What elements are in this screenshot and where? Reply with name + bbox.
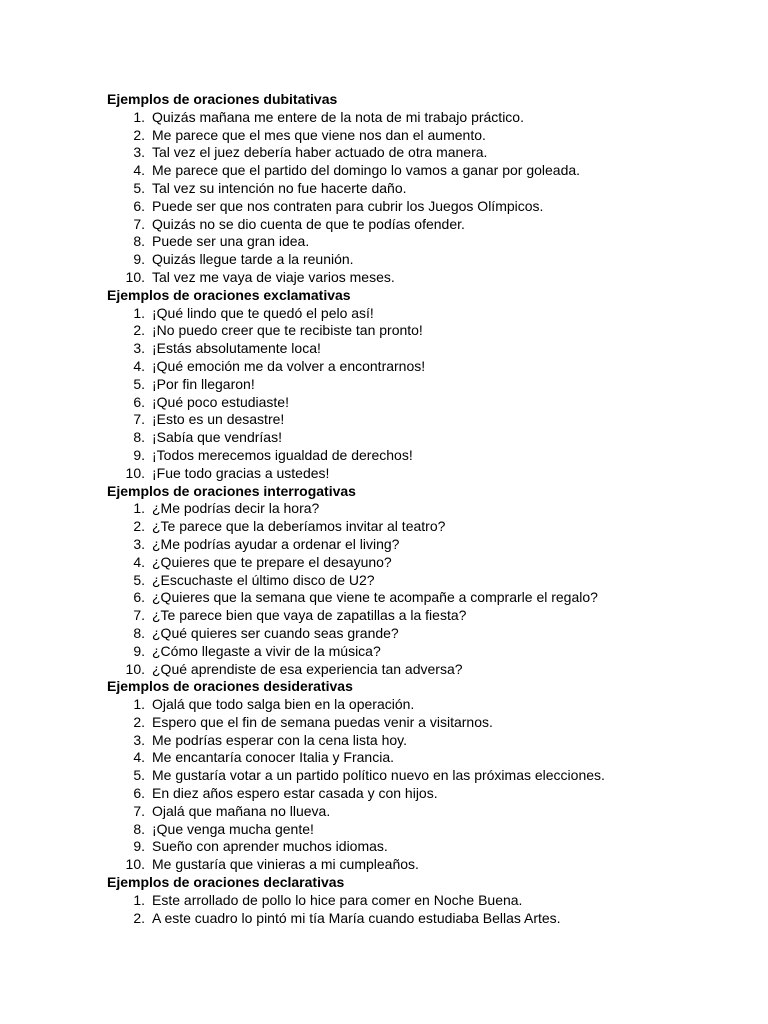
list-item xyxy=(107,198,747,216)
list-item-number: 5. xyxy=(133,571,145,588)
list-item xyxy=(107,144,747,162)
list-item-text: Me parece que el partido del domingo lo vamos a ganar por goleada. xyxy=(152,162,581,179)
list-item-text: Tal vez me vaya de viaje varios meses. xyxy=(152,268,395,285)
list-item-number: 6. xyxy=(133,589,145,606)
list-item-number: 2. xyxy=(133,518,145,535)
list-item-text: Me parece que el mes que viene nos dan el aumento. xyxy=(152,126,486,143)
list-item-text: ¿Me podrías decir la hora? xyxy=(152,500,320,517)
list-item-number: 9. xyxy=(133,446,145,463)
list-item xyxy=(107,340,747,358)
list-item-number: 4. xyxy=(133,749,145,766)
list-item xyxy=(107,305,747,323)
section-heading: Ejemplos de oraciones desiderativas xyxy=(107,678,353,695)
list-item-number: 8. xyxy=(133,429,145,446)
list-item xyxy=(107,216,747,234)
list-item-number: 8. xyxy=(133,233,145,250)
list-item xyxy=(107,572,747,590)
list-item-text: ¡Por fin llegaron! xyxy=(152,375,255,392)
list-item-text: ¡Esto es un desastre! xyxy=(152,411,285,428)
list-item xyxy=(107,394,747,412)
list-item xyxy=(107,607,747,625)
list-item xyxy=(107,536,747,554)
list-item-number: 2. xyxy=(133,322,145,339)
section-heading: Ejemplos de oraciones exclamativas xyxy=(107,286,351,303)
list-item-number: 1. xyxy=(133,304,145,321)
list-item-number: 2. xyxy=(133,909,145,926)
list-item xyxy=(107,233,747,251)
list-item-text: Puede ser que nos contraten para cubrir los Juegos Olímpicos. xyxy=(152,197,544,214)
document-page xyxy=(107,91,747,927)
list-item-text: Quizás no se dio cuenta de que te podías ofender. xyxy=(152,215,465,232)
list-item-number: 6. xyxy=(133,785,145,802)
section-heading: Ejemplos de oraciones dubitativas xyxy=(107,91,338,107)
list-item-text: ¡Estás absolutamente loca! xyxy=(152,340,321,357)
list-item-text: ¿Qué quieres ser cuando seas grande? xyxy=(152,624,399,641)
list-item-text: Me podrías esperar con la cena lista hoy. xyxy=(152,731,407,748)
list-item xyxy=(107,643,747,661)
list-item-text: Este arrollado de pollo lo hice para comer en Noche Buena. xyxy=(152,891,523,908)
list-item-number: 9. xyxy=(133,838,145,855)
list-item xyxy=(107,767,747,785)
list-item xyxy=(107,714,747,732)
list-item xyxy=(107,109,747,127)
list-item xyxy=(107,661,747,679)
list-item-number: 1. xyxy=(133,891,145,908)
list-item-text: ¿Me podrías ayudar a ordenar el living? xyxy=(152,535,400,552)
list-item xyxy=(107,589,747,607)
list-item xyxy=(107,411,747,429)
list-item xyxy=(107,447,747,465)
list-item-number: 1. xyxy=(133,108,145,125)
list-item xyxy=(107,180,747,198)
list-item xyxy=(107,554,747,572)
list-item-number: 5. xyxy=(133,179,145,196)
list-item-text: Sueño con aprender muchos idiomas. xyxy=(152,838,388,855)
list-item-text: ¡Sabía que vendrías! xyxy=(152,429,282,446)
list-item-text: ¡Fue todo gracias a ustedes! xyxy=(152,464,330,481)
list-item xyxy=(107,749,747,767)
list-item xyxy=(107,376,747,394)
list-item-number: 7. xyxy=(133,215,145,232)
list-item-number: 4. xyxy=(133,357,145,374)
list-item xyxy=(107,358,747,376)
list-item-text: Me encantaría conocer Italia y Francia. xyxy=(152,749,395,766)
numbered-list xyxy=(107,696,747,874)
list-item-text: Tal vez su intención no fue hacerte daño. xyxy=(152,179,407,196)
list-item-text: Ojalá que mañana no llueva. xyxy=(152,802,331,819)
list-item-number: 10. xyxy=(125,464,145,481)
numbered-list xyxy=(107,892,747,928)
list-item-text: ¡Qué lindo que te quedó el pelo así! xyxy=(152,304,374,321)
list-item-number: 5. xyxy=(133,375,145,392)
list-item-number: 9. xyxy=(133,251,145,268)
list-item-number: 4. xyxy=(133,553,145,570)
list-item xyxy=(107,838,747,856)
list-item-text: ¡Qué emoción me da volver a encontrarnos! xyxy=(152,357,426,374)
list-item xyxy=(107,518,747,536)
list-item-number: 6. xyxy=(133,197,145,214)
list-item-number: 8. xyxy=(133,820,145,837)
list-item-number: 1. xyxy=(133,500,145,517)
list-item-text: ¿Te parece bien que vaya de zapatillas a la fiesta? xyxy=(152,607,467,624)
section-heading: Ejemplos de oraciones interrogativas xyxy=(107,482,356,499)
list-item-number: 1. xyxy=(133,696,145,713)
list-item-text: ¿Quieres que la semana que viene te acompañe a comprarle el regalo? xyxy=(152,589,598,606)
section-heading: Ejemplos de oraciones declarativas xyxy=(107,874,345,891)
list-item-number: 2. xyxy=(133,126,145,143)
list-item-number: 5. xyxy=(133,767,145,784)
list-item-text: Quizás llegue tarde a la reunión. xyxy=(152,251,354,268)
list-item-text: A este cuadro lo pintó mi tía María cuando estudiaba Bellas Artes. xyxy=(152,909,561,926)
list-item-number: 10. xyxy=(125,856,145,873)
list-item-text: Espero que el fin de semana puedas venir a visitarnos. xyxy=(152,713,493,730)
list-item-text: ¡Qué poco estudiaste! xyxy=(152,393,289,410)
list-item-text: Me gustaría votar a un partido político nuevo en las próximas elecciones. xyxy=(152,767,605,784)
numbered-list xyxy=(107,109,747,287)
list-item-text: Quizás mañana me entere de la nota de mi trabajo práctico. xyxy=(152,108,524,125)
list-item xyxy=(107,127,747,145)
list-item-number: 3. xyxy=(133,340,145,357)
list-item-text: ¿Qué aprendiste de esa experiencia tan adversa? xyxy=(152,660,463,677)
list-item-text: ¿Quieres que te prepare el desayuno? xyxy=(152,553,392,570)
list-item-text: En diez años espero estar casada y con hijos. xyxy=(152,785,438,802)
list-item xyxy=(107,785,747,803)
list-item-number: 7. xyxy=(133,411,145,428)
numbered-list xyxy=(107,305,747,483)
list-item-number: 7. xyxy=(133,607,145,624)
list-item-number: 3. xyxy=(133,731,145,748)
list-item-text: ¡Todos merecemos igualdad de derechos! xyxy=(152,446,413,463)
list-item-text: Me gustaría que vinieras a mi cumpleaños. xyxy=(152,856,419,873)
list-item-text: ¿Cómo llegaste a vivir de la música? xyxy=(152,642,381,659)
list-item xyxy=(107,625,747,643)
list-item-number: 7. xyxy=(133,802,145,819)
list-item-number: 3. xyxy=(133,535,145,552)
list-item-text: ¡Que venga mucha gente! xyxy=(152,820,314,837)
list-item xyxy=(107,465,747,483)
list-item-text: ¿Te parece que la deberíamos invitar al teatro? xyxy=(152,518,446,535)
list-item-text: Puede ser una gran idea. xyxy=(152,233,310,250)
list-item xyxy=(107,732,747,750)
list-item-number: 8. xyxy=(133,624,145,641)
list-item xyxy=(107,429,747,447)
list-item xyxy=(107,821,747,839)
list-item xyxy=(107,892,747,910)
list-item-number: 3. xyxy=(133,144,145,161)
list-item xyxy=(107,269,747,287)
list-item-number: 2. xyxy=(133,713,145,730)
list-item-number: 9. xyxy=(133,642,145,659)
list-item xyxy=(107,322,747,340)
list-item xyxy=(107,696,747,714)
list-item-text: Tal vez el juez debería haber actuado de otra manera. xyxy=(152,144,488,161)
list-item-text: ¿Escuchaste el último disco de U2? xyxy=(152,571,375,588)
list-item xyxy=(107,856,747,874)
list-item xyxy=(107,251,747,269)
list-item xyxy=(107,500,747,518)
list-item xyxy=(107,162,747,180)
list-item xyxy=(107,803,747,821)
list-item-text: Ojalá que todo salga bien en la operación. xyxy=(152,696,415,713)
list-item-text: ¡No puedo creer que te recibiste tan pronto! xyxy=(152,322,423,339)
list-item-number: 10. xyxy=(125,660,145,677)
list-item-number: 4. xyxy=(133,162,145,179)
list-item-number: 6. xyxy=(133,393,145,410)
list-item xyxy=(107,910,747,928)
numbered-list xyxy=(107,500,747,678)
list-item-number: 10. xyxy=(125,268,145,285)
